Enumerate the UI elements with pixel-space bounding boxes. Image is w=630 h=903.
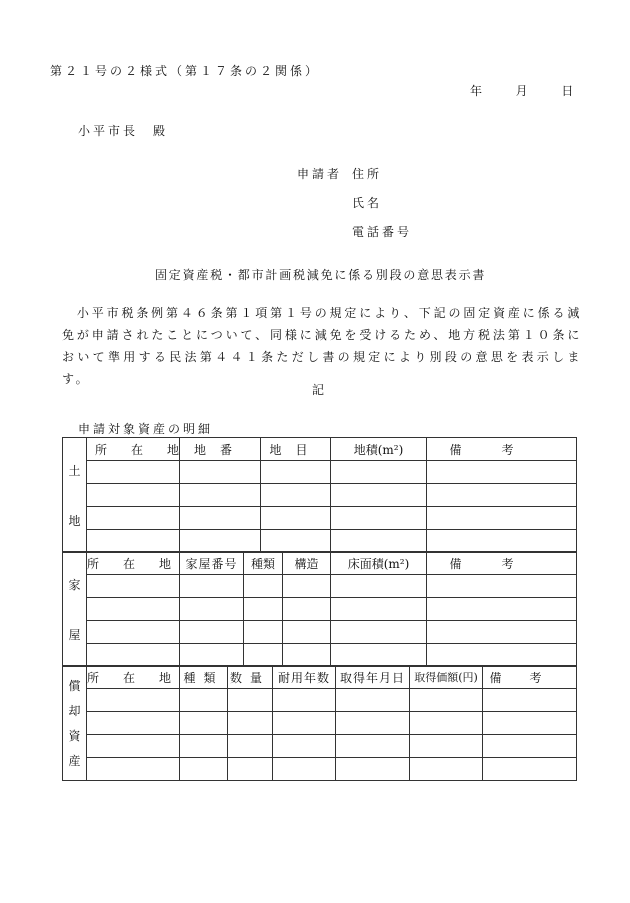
depreciable-cell[interactable]	[273, 712, 336, 735]
depreciable-cell[interactable]	[228, 712, 273, 735]
depreciable-cell[interactable]	[336, 758, 410, 781]
land-cell[interactable]	[261, 507, 331, 530]
land-cell[interactable]	[261, 530, 331, 553]
body-paragraph: 小平市税条例第４６条第１項第１号の規定により、下記の固定資産に係る減免が申請されたことについて、同様に減免を受けるため、地方税法第１０条において準用する民法第４４１条ただし書の規定により別段の意思を表示します。	[62, 306, 582, 386]
house-cell[interactable]	[180, 598, 244, 621]
house-cell[interactable]	[87, 575, 180, 598]
house-cell[interactable]	[244, 598, 283, 621]
house-cell[interactable]	[180, 575, 244, 598]
land-cell[interactable]	[87, 461, 180, 484]
table-row	[63, 712, 577, 735]
land-cell[interactable]	[180, 484, 261, 507]
house-cell[interactable]	[244, 575, 283, 598]
applicant-name-label: 氏名	[352, 196, 383, 210]
table-row	[63, 621, 577, 644]
house-cell[interactable]	[427, 575, 577, 598]
land-cell[interactable]	[427, 484, 577, 507]
table-row	[63, 484, 577, 507]
house-category-char: 家	[68, 577, 81, 592]
house-header-floor-area: 床面積(m²)	[331, 552, 427, 575]
house-cell[interactable]	[87, 598, 180, 621]
land-cell[interactable]	[427, 461, 577, 484]
land-category-char: 土	[68, 463, 81, 478]
applicant-phone-label: 電話番号	[352, 225, 413, 239]
date-month: 月	[515, 84, 528, 98]
house-cell[interactable]	[427, 621, 577, 644]
land-header-area: 地積(m²)	[331, 438, 427, 461]
depreciable-header-cost: 取得価額(円)	[410, 666, 483, 689]
depreciable-cell[interactable]	[228, 689, 273, 712]
depreciable-cell[interactable]	[483, 689, 577, 712]
depreciable-header-acquired-date: 取得年月日	[336, 666, 410, 689]
depreciable-cell[interactable]	[336, 735, 410, 758]
addressee: 小平市長 殿	[78, 124, 169, 138]
table-row	[63, 735, 577, 758]
depreciable-cell[interactable]	[180, 758, 228, 781]
depreciable-cell[interactable]	[228, 735, 273, 758]
land-header-location-text: 所在地	[95, 442, 204, 457]
depreciable-cell[interactable]	[273, 735, 336, 758]
applicant-label: 申請者	[297, 167, 343, 181]
land-cell[interactable]	[180, 461, 261, 484]
depreciable-cell[interactable]	[483, 758, 577, 781]
depreciable-cell[interactable]	[410, 689, 483, 712]
depreciable-header-remarks: 備考	[483, 666, 577, 689]
land-table	[62, 437, 577, 553]
table-row	[63, 758, 577, 781]
table-row	[63, 689, 577, 712]
house-header-structure: 構造	[283, 552, 331, 575]
table-row	[63, 598, 577, 621]
depreciable-category-char: 産	[68, 754, 81, 768]
depreciable-cell[interactable]	[483, 712, 577, 735]
depreciable-header-location: 所在地	[87, 666, 180, 689]
house-table	[62, 551, 577, 667]
form-number: 第２１号の２様式（第１７条の２関係）	[50, 64, 321, 78]
depreciable-cell[interactable]	[410, 758, 483, 781]
depreciable-cell[interactable]	[180, 689, 228, 712]
depreciable-cell[interactable]	[87, 689, 180, 712]
land-header-location	[87, 438, 204, 461]
land-cell[interactable]	[180, 530, 261, 553]
depreciable-cell[interactable]	[87, 735, 180, 758]
land-cell[interactable]	[331, 461, 427, 484]
house-cell[interactable]	[331, 621, 427, 644]
land-cell[interactable]	[261, 484, 331, 507]
house-category-char: 屋	[68, 627, 81, 642]
land-cell[interactable]	[87, 484, 180, 507]
land-header-category: 地目	[261, 438, 331, 461]
house-cell[interactable]	[244, 644, 283, 667]
house-cell[interactable]	[244, 621, 283, 644]
depreciable-category-cell	[63, 666, 87, 781]
house-category-cell	[63, 552, 87, 667]
depreciable-category-char: 却	[68, 704, 81, 718]
house-cell[interactable]	[283, 598, 331, 621]
depreciable-header-row	[63, 666, 577, 689]
land-cell[interactable]	[331, 530, 427, 553]
land-header-row	[63, 438, 577, 461]
depreciable-cell[interactable]	[180, 712, 228, 735]
land-cell[interactable]	[87, 507, 180, 530]
date-line	[470, 82, 573, 99]
document-title: 固定資産税・都市計画税減免に係る別段の意思表示書	[155, 268, 487, 282]
house-header-location: 所在地	[87, 552, 180, 575]
land-category-char: 地	[68, 513, 81, 528]
date-day: 日	[561, 84, 574, 98]
detail-heading: 申請対象資産の明細	[78, 422, 214, 436]
table-row	[63, 530, 577, 553]
house-cell[interactable]	[283, 644, 331, 667]
depreciable-cell[interactable]	[273, 689, 336, 712]
depreciable-category-char: 償	[68, 679, 81, 693]
depreciable-header-useful-life: 耐用年数	[273, 666, 336, 689]
land-cell[interactable]	[87, 530, 180, 553]
house-cell[interactable]	[180, 621, 244, 644]
land-cell[interactable]	[427, 530, 577, 553]
house-cell[interactable]	[87, 644, 180, 667]
depreciable-category-char: 資	[68, 729, 81, 743]
house-header-row	[63, 552, 577, 575]
depreciable-cell[interactable]	[180, 735, 228, 758]
depreciable-cell[interactable]	[336, 712, 410, 735]
depreciable-cell[interactable]	[410, 712, 483, 735]
land-cell[interactable]	[427, 507, 577, 530]
land-header-lot: 地番	[180, 438, 261, 461]
house-cell[interactable]	[331, 644, 427, 667]
house-cell[interactable]	[87, 621, 180, 644]
house-cell[interactable]	[283, 621, 331, 644]
depreciable-table	[62, 665, 577, 781]
house-cell[interactable]	[427, 598, 577, 621]
land-category-cell	[63, 438, 87, 553]
land-header-remarks: 備考	[427, 438, 577, 461]
land-cell[interactable]	[331, 484, 427, 507]
depreciable-header-quantity: 数量	[228, 666, 273, 689]
applicant-address-label: 住所	[352, 167, 383, 181]
table-row	[63, 575, 577, 598]
depreciable-cell[interactable]	[87, 758, 180, 781]
table-row	[63, 461, 577, 484]
house-header-remarks: 備考	[427, 552, 577, 575]
depreciable-cell[interactable]	[228, 758, 273, 781]
table-row	[63, 507, 577, 530]
table-row	[63, 644, 577, 667]
land-cell[interactable]	[180, 507, 261, 530]
house-header-type: 種類	[244, 552, 283, 575]
date-year: 年	[470, 84, 483, 98]
house-cell[interactable]	[283, 575, 331, 598]
house-cell[interactable]	[180, 644, 244, 667]
depreciable-cell[interactable]	[483, 735, 577, 758]
depreciable-cell[interactable]	[87, 712, 180, 735]
ki-label: 記	[312, 383, 325, 397]
house-cell[interactable]	[331, 575, 427, 598]
house-cell[interactable]	[331, 598, 427, 621]
house-cell[interactable]	[427, 644, 577, 667]
depreciable-cell[interactable]	[410, 735, 483, 758]
house-header-number: 家屋番号	[180, 552, 244, 575]
depreciable-cell[interactable]	[336, 689, 410, 712]
land-cell[interactable]	[331, 507, 427, 530]
depreciable-cell[interactable]	[273, 758, 336, 781]
depreciable-header-type: 種類	[180, 666, 228, 689]
land-cell[interactable]	[261, 461, 331, 484]
